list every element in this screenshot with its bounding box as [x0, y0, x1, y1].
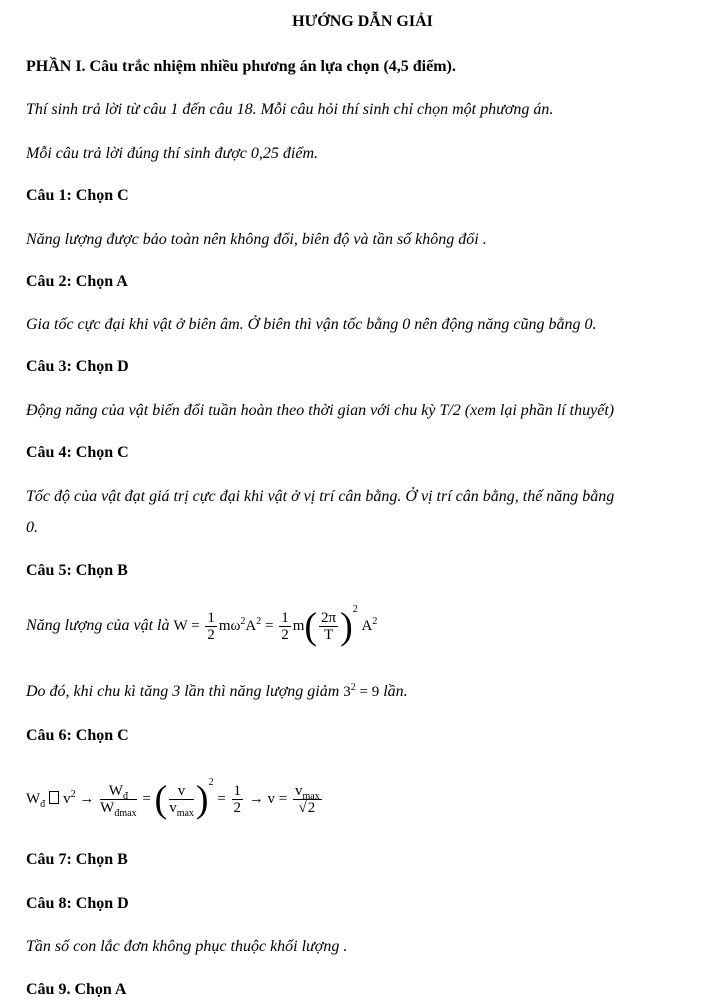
question-4-text: Tốc độ của vật đạt giá trị cực đại khi vật ở vị trí cân bằng. Ở vị trí cân bằng, thế năng bằng [26, 488, 615, 505]
question-6-label: Câu 6: Chọn C [26, 727, 129, 744]
question-2-text: Gia tốc cực đại khi vật ở biên âm. Ở biên thì vận tốc bằng 0 nên động năng cũng bằng 0. [26, 316, 597, 333]
question-3-label: Câu 3: Chọn D [26, 358, 129, 375]
question-1-text: Năng lượng được bảo toàn nên không đổi, biên độ và tần số không đổi . [26, 231, 487, 248]
ratio-expression: $3^2 = 9$ [343, 682, 380, 700]
question-5-formula-line [26, 606, 377, 646]
question-4-text-cont: 0. [26, 519, 38, 536]
question-8-text: Tần số con lắc đơn không phục thuộc khối lượng . [26, 938, 348, 955]
question-3-text: Động năng của vật biến đổi tuần hoàn theo thời gian với chu kỳ T/2 (xem lại phần lí thuyết) [26, 402, 615, 419]
question-9-label: Câu 9. Chọn A [26, 981, 127, 998]
page-title: HƯỚNG DẪN GIẢI [292, 13, 433, 30]
proportional-symbol [49, 791, 59, 804]
question-2-label: Câu 2: Chọn A [26, 273, 128, 290]
question-4-label: Câu 4: Chọn C [26, 444, 129, 461]
kinetic-energy-formula: $W_đ$ $v^2$ → $W_đ$ $W_{đmax}$ = ( v $v_{max}$ )$^2$ = $\frac{1}{2}$ → v = $v_{max}$ √2 [26, 777, 320, 821]
question-5-label: Câu 5: Chọn B [26, 562, 128, 579]
intro-line-2: Mỗi câu trả lời đúng thí sinh được 0,25 điểm. [26, 145, 319, 162]
question-5-conclusion: Do đó, khi chu kì tăng 3 lần thì năng lượng giảm $3^2 = 9$ lần. [26, 682, 408, 700]
energy-formula: W = $\frac{1}{2}$ $m\omega^2A^2$ = $\frac{1}{2}$ m( $\frac{2\pi}{T}$ )$^2$ $A^2$ [173, 604, 378, 648]
part-title: PHẦN I. Câu trắc nhiệm nhiều phương án lựa chọn (4,5 điểm). [26, 58, 456, 75]
question-5-text: Năng lượng của vật là [26, 617, 170, 634]
intro-line-1: Thí sinh trả lời từ câu 1 đến câu 18. Mỗi câu hỏi thí sinh chỉ chọn một phương án. [26, 101, 554, 118]
question-1-label: Câu 1: Chọn C [26, 187, 129, 204]
question-7-label: Câu 7: Chọn B [26, 851, 128, 868]
question-8-label: Câu 8: Chọn D [26, 895, 129, 912]
